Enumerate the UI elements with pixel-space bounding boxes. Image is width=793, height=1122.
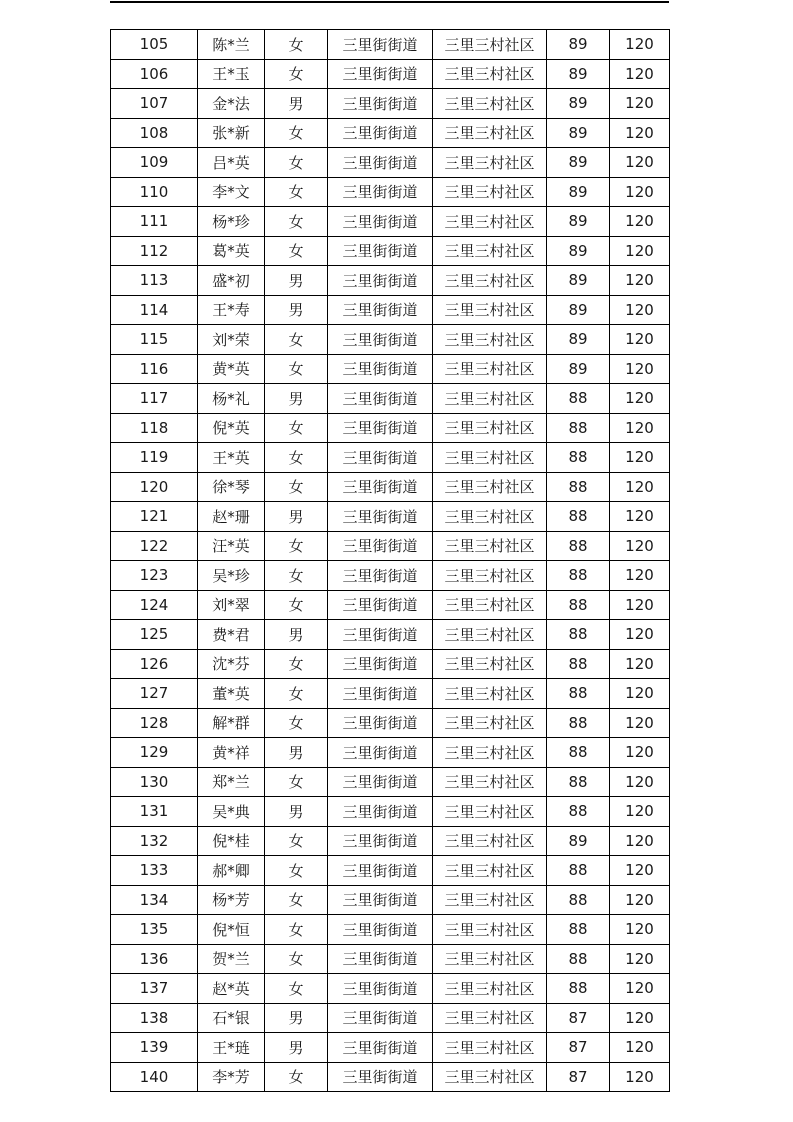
cell-serial-number: 115 [111,325,198,355]
cell-street: 三里街街道 [328,561,433,591]
cell-amount: 120 [610,1062,670,1092]
cell-gender: 女 [265,974,328,1004]
cell-masked-name: 葛*英 [198,236,265,266]
cell-gender: 女 [265,944,328,974]
cell-serial-number: 136 [111,944,198,974]
cell-masked-name: 董*英 [198,679,265,709]
cell-score: 88 [547,797,610,827]
cell-community: 三里三村社区 [433,649,547,679]
table-row [111,797,670,827]
cell-amount: 120 [610,531,670,561]
cell-amount: 120 [610,590,670,620]
cell-amount: 120 [610,915,670,945]
cell-serial-number: 122 [111,531,198,561]
cell-gender: 男 [265,1033,328,1063]
cell-serial-number: 132 [111,826,198,856]
cell-community: 三里三村社区 [433,89,547,119]
cell-amount: 120 [610,620,670,650]
cell-community: 三里三村社区 [433,738,547,768]
cell-serial-number: 110 [111,177,198,207]
cell-score: 88 [547,502,610,532]
cell-score: 89 [547,266,610,296]
cell-serial-number: 108 [111,118,198,148]
cell-score: 89 [547,89,610,119]
cell-community: 三里三村社区 [433,1062,547,1092]
cell-score: 89 [547,826,610,856]
cell-street: 三里街街道 [328,1062,433,1092]
cell-serial-number: 114 [111,295,198,325]
table-row [111,1033,670,1063]
cell-gender: 女 [265,679,328,709]
cell-amount: 120 [610,266,670,296]
cell-gender: 女 [265,207,328,237]
cell-street: 三里街街道 [328,30,433,60]
cell-amount: 120 [610,679,670,709]
cell-community: 三里三村社区 [433,325,547,355]
cell-amount: 120 [610,502,670,532]
cell-street: 三里街街道 [328,826,433,856]
cell-amount: 120 [610,797,670,827]
cell-gender: 女 [265,856,328,886]
cell-gender: 男 [265,620,328,650]
cell-masked-name: 沈*芬 [198,649,265,679]
table-row [111,915,670,945]
table-row [111,944,670,974]
cell-community: 三里三村社区 [433,974,547,1004]
cell-community: 三里三村社区 [433,1033,547,1063]
cell-community: 三里三村社区 [433,443,547,473]
cell-street: 三里街街道 [328,148,433,178]
cell-amount: 120 [610,974,670,1004]
cell-street: 三里街街道 [328,266,433,296]
cell-community: 三里三村社区 [433,1003,547,1033]
cell-serial-number: 138 [111,1003,198,1033]
cell-score: 88 [547,944,610,974]
cell-serial-number: 127 [111,679,198,709]
cell-gender: 女 [265,472,328,502]
cell-community: 三里三村社区 [433,856,547,886]
cell-gender: 男 [265,1003,328,1033]
cell-community: 三里三村社区 [433,502,547,532]
cell-amount: 120 [610,472,670,502]
cell-masked-name: 赵*英 [198,974,265,1004]
cell-community: 三里三村社区 [433,354,547,384]
cell-community: 三里三村社区 [433,826,547,856]
cell-gender: 男 [265,266,328,296]
cell-score: 87 [547,1062,610,1092]
table-row [111,738,670,768]
cell-masked-name: 贺*兰 [198,944,265,974]
cell-serial-number: 126 [111,649,198,679]
table-row [111,30,670,60]
cell-community: 三里三村社区 [433,30,547,60]
table-row [111,472,670,502]
cell-gender: 女 [265,59,328,89]
cell-amount: 120 [610,118,670,148]
cell-masked-name: 徐*琴 [198,472,265,502]
cell-masked-name: 倪*英 [198,413,265,443]
cell-masked-name: 李*芳 [198,1062,265,1092]
cell-amount: 120 [610,826,670,856]
cell-gender: 女 [265,325,328,355]
cell-score: 88 [547,413,610,443]
cell-gender: 女 [265,236,328,266]
cell-street: 三里街街道 [328,944,433,974]
cell-amount: 120 [610,295,670,325]
cell-street: 三里街街道 [328,885,433,915]
cell-score: 88 [547,679,610,709]
roster-table [110,29,670,1092]
cell-amount: 120 [610,59,670,89]
cell-amount: 120 [610,384,670,414]
cell-serial-number: 123 [111,561,198,591]
cell-masked-name: 黄*祥 [198,738,265,768]
cell-gender: 男 [265,738,328,768]
cell-community: 三里三村社区 [433,885,547,915]
cell-amount: 120 [610,207,670,237]
cell-score: 88 [547,738,610,768]
cell-community: 三里三村社区 [433,797,547,827]
cell-serial-number: 117 [111,384,198,414]
cell-amount: 120 [610,944,670,974]
cell-score: 89 [547,207,610,237]
cell-community: 三里三村社区 [433,767,547,797]
cell-gender: 女 [265,413,328,443]
cell-masked-name: 张*新 [198,118,265,148]
cell-amount: 120 [610,649,670,679]
cell-gender: 女 [265,885,328,915]
cell-masked-name: 王*琏 [198,1033,265,1063]
previous-row-border-fragment [110,1,669,3]
cell-serial-number: 137 [111,974,198,1004]
cell-gender: 女 [265,590,328,620]
cell-amount: 120 [610,708,670,738]
cell-amount: 120 [610,236,670,266]
cell-masked-name: 郝*卿 [198,856,265,886]
table-row [111,325,670,355]
cell-community: 三里三村社区 [433,915,547,945]
cell-amount: 120 [610,767,670,797]
cell-score: 89 [547,177,610,207]
cell-score: 88 [547,561,610,591]
cell-serial-number: 119 [111,443,198,473]
cell-gender: 男 [265,384,328,414]
cell-score: 88 [547,443,610,473]
cell-amount: 120 [610,1033,670,1063]
cell-score: 89 [547,59,610,89]
cell-masked-name: 吕*英 [198,148,265,178]
cell-serial-number: 134 [111,885,198,915]
cell-gender: 女 [265,561,328,591]
cell-street: 三里街街道 [328,502,433,532]
cell-gender: 女 [265,708,328,738]
cell-street: 三里街街道 [328,649,433,679]
cell-score: 88 [547,384,610,414]
cell-community: 三里三村社区 [433,679,547,709]
cell-score: 88 [547,620,610,650]
cell-serial-number: 118 [111,413,198,443]
cell-community: 三里三村社区 [433,384,547,414]
cell-community: 三里三村社区 [433,708,547,738]
cell-gender: 男 [265,295,328,325]
cell-masked-name: 李*文 [198,177,265,207]
cell-masked-name: 石*银 [198,1003,265,1033]
cell-street: 三里街街道 [328,708,433,738]
cell-serial-number: 131 [111,797,198,827]
cell-community: 三里三村社区 [433,148,547,178]
cell-street: 三里街街道 [328,679,433,709]
cell-serial-number: 139 [111,1033,198,1063]
cell-masked-name: 王*寿 [198,295,265,325]
table-row [111,1062,670,1092]
cell-masked-name: 赵*珊 [198,502,265,532]
cell-street: 三里街街道 [328,89,433,119]
cell-serial-number: 135 [111,915,198,945]
cell-score: 88 [547,856,610,886]
cell-score: 88 [547,915,610,945]
table-row [111,148,670,178]
cell-score: 89 [547,30,610,60]
cell-amount: 120 [610,30,670,60]
cell-amount: 120 [610,561,670,591]
cell-street: 三里街街道 [328,354,433,384]
cell-street: 三里街街道 [328,620,433,650]
cell-score: 89 [547,148,610,178]
cell-masked-name: 黄*英 [198,354,265,384]
cell-community: 三里三村社区 [433,561,547,591]
cell-amount: 120 [610,325,670,355]
cell-score: 89 [547,118,610,148]
cell-masked-name: 吴*典 [198,797,265,827]
table-row [111,649,670,679]
cell-street: 三里街街道 [328,413,433,443]
cell-community: 三里三村社区 [433,413,547,443]
cell-community: 三里三村社区 [433,59,547,89]
cell-serial-number: 130 [111,767,198,797]
cell-score: 88 [547,472,610,502]
cell-street: 三里街街道 [328,856,433,886]
cell-serial-number: 106 [111,59,198,89]
cell-serial-number: 129 [111,738,198,768]
table-row [111,236,670,266]
table-row [111,620,670,650]
cell-street: 三里街街道 [328,1003,433,1033]
cell-gender: 女 [265,826,328,856]
cell-masked-name: 陈*兰 [198,30,265,60]
table-row [111,531,670,561]
cell-score: 89 [547,325,610,355]
cell-gender: 女 [265,354,328,384]
table-row [111,207,670,237]
cell-score: 88 [547,885,610,915]
cell-score: 89 [547,354,610,384]
cell-masked-name: 郑*兰 [198,767,265,797]
cell-street: 三里街街道 [328,295,433,325]
cell-masked-name: 倪*桂 [198,826,265,856]
cell-amount: 120 [610,443,670,473]
cell-score: 88 [547,649,610,679]
cell-masked-name: 汪*英 [198,531,265,561]
cell-community: 三里三村社区 [433,118,547,148]
table-row [111,1003,670,1033]
table-row [111,413,670,443]
cell-gender: 女 [265,767,328,797]
cell-score: 87 [547,1033,610,1063]
cell-community: 三里三村社区 [433,236,547,266]
table-row [111,885,670,915]
cell-amount: 120 [610,89,670,119]
cell-masked-name: 杨*芳 [198,885,265,915]
cell-serial-number: 125 [111,620,198,650]
cell-serial-number: 112 [111,236,198,266]
cell-gender: 女 [265,30,328,60]
cell-gender: 女 [265,531,328,561]
cell-amount: 120 [610,856,670,886]
cell-street: 三里街街道 [328,797,433,827]
cell-street: 三里街街道 [328,118,433,148]
cell-street: 三里街街道 [328,531,433,561]
cell-amount: 120 [610,738,670,768]
cell-gender: 女 [265,649,328,679]
table-row [111,59,670,89]
cell-street: 三里街街道 [328,59,433,89]
cell-serial-number: 120 [111,472,198,502]
cell-gender: 女 [265,1062,328,1092]
table-row [111,856,670,886]
cell-score: 88 [547,590,610,620]
cell-score: 88 [547,767,610,797]
table-row [111,590,670,620]
cell-masked-name: 杨*礼 [198,384,265,414]
cell-community: 三里三村社区 [433,944,547,974]
table-row [111,826,670,856]
cell-serial-number: 107 [111,89,198,119]
cell-amount: 120 [610,885,670,915]
cell-amount: 120 [610,1003,670,1033]
cell-score: 89 [547,295,610,325]
cell-street: 三里街街道 [328,207,433,237]
cell-masked-name: 解*群 [198,708,265,738]
cell-community: 三里三村社区 [433,531,547,561]
cell-gender: 女 [265,177,328,207]
cell-street: 三里街街道 [328,236,433,266]
cell-gender: 男 [265,797,328,827]
cell-amount: 120 [610,413,670,443]
cell-amount: 120 [610,177,670,207]
cell-gender: 女 [265,148,328,178]
table-row [111,354,670,384]
cell-street: 三里街街道 [328,443,433,473]
table-row [111,561,670,591]
table-row [111,708,670,738]
cell-score: 87 [547,1003,610,1033]
cell-score: 89 [547,236,610,266]
table-row [111,974,670,1004]
cell-gender: 女 [265,443,328,473]
cell-masked-name: 费*君 [198,620,265,650]
table-row [111,384,670,414]
cell-masked-name: 盛*初 [198,266,265,296]
cell-serial-number: 133 [111,856,198,886]
cell-masked-name: 王*玉 [198,59,265,89]
cell-amount: 120 [610,354,670,384]
cell-gender: 女 [265,915,328,945]
cell-masked-name: 倪*恒 [198,915,265,945]
cell-masked-name: 吴*珍 [198,561,265,591]
cell-masked-name: 金*法 [198,89,265,119]
cell-community: 三里三村社区 [433,295,547,325]
cell-community: 三里三村社区 [433,177,547,207]
cell-street: 三里街街道 [328,974,433,1004]
cell-street: 三里街街道 [328,738,433,768]
cell-amount: 120 [610,148,670,178]
cell-street: 三里街街道 [328,472,433,502]
table-row [111,679,670,709]
cell-community: 三里三村社区 [433,590,547,620]
cell-serial-number: 111 [111,207,198,237]
cell-serial-number: 105 [111,30,198,60]
cell-score: 88 [547,708,610,738]
table-row [111,502,670,532]
cell-street: 三里街街道 [328,1033,433,1063]
cell-community: 三里三村社区 [433,620,547,650]
cell-serial-number: 140 [111,1062,198,1092]
cell-masked-name: 刘*荣 [198,325,265,355]
cell-score: 88 [547,531,610,561]
cell-street: 三里街街道 [328,384,433,414]
cell-gender: 女 [265,118,328,148]
cell-street: 三里街街道 [328,915,433,945]
cell-serial-number: 124 [111,590,198,620]
cell-masked-name: 王*英 [198,443,265,473]
cell-serial-number: 116 [111,354,198,384]
cell-score: 88 [547,974,610,1004]
cell-serial-number: 113 [111,266,198,296]
cell-street: 三里街街道 [328,325,433,355]
cell-gender: 男 [265,502,328,532]
cell-gender: 男 [265,89,328,119]
cell-masked-name: 刘*翠 [198,590,265,620]
table-row [111,177,670,207]
cell-serial-number: 109 [111,148,198,178]
cell-community: 三里三村社区 [433,207,547,237]
table-row [111,89,670,119]
cell-community: 三里三村社区 [433,266,547,296]
table-row [111,295,670,325]
cell-street: 三里街街道 [328,767,433,797]
cell-street: 三里街街道 [328,590,433,620]
table-row [111,767,670,797]
table-row [111,443,670,473]
cell-serial-number: 128 [111,708,198,738]
cell-masked-name: 杨*珍 [198,207,265,237]
cell-serial-number: 121 [111,502,198,532]
cell-street: 三里街街道 [328,177,433,207]
table-row [111,266,670,296]
table-row [111,118,670,148]
cell-community: 三里三村社区 [433,472,547,502]
